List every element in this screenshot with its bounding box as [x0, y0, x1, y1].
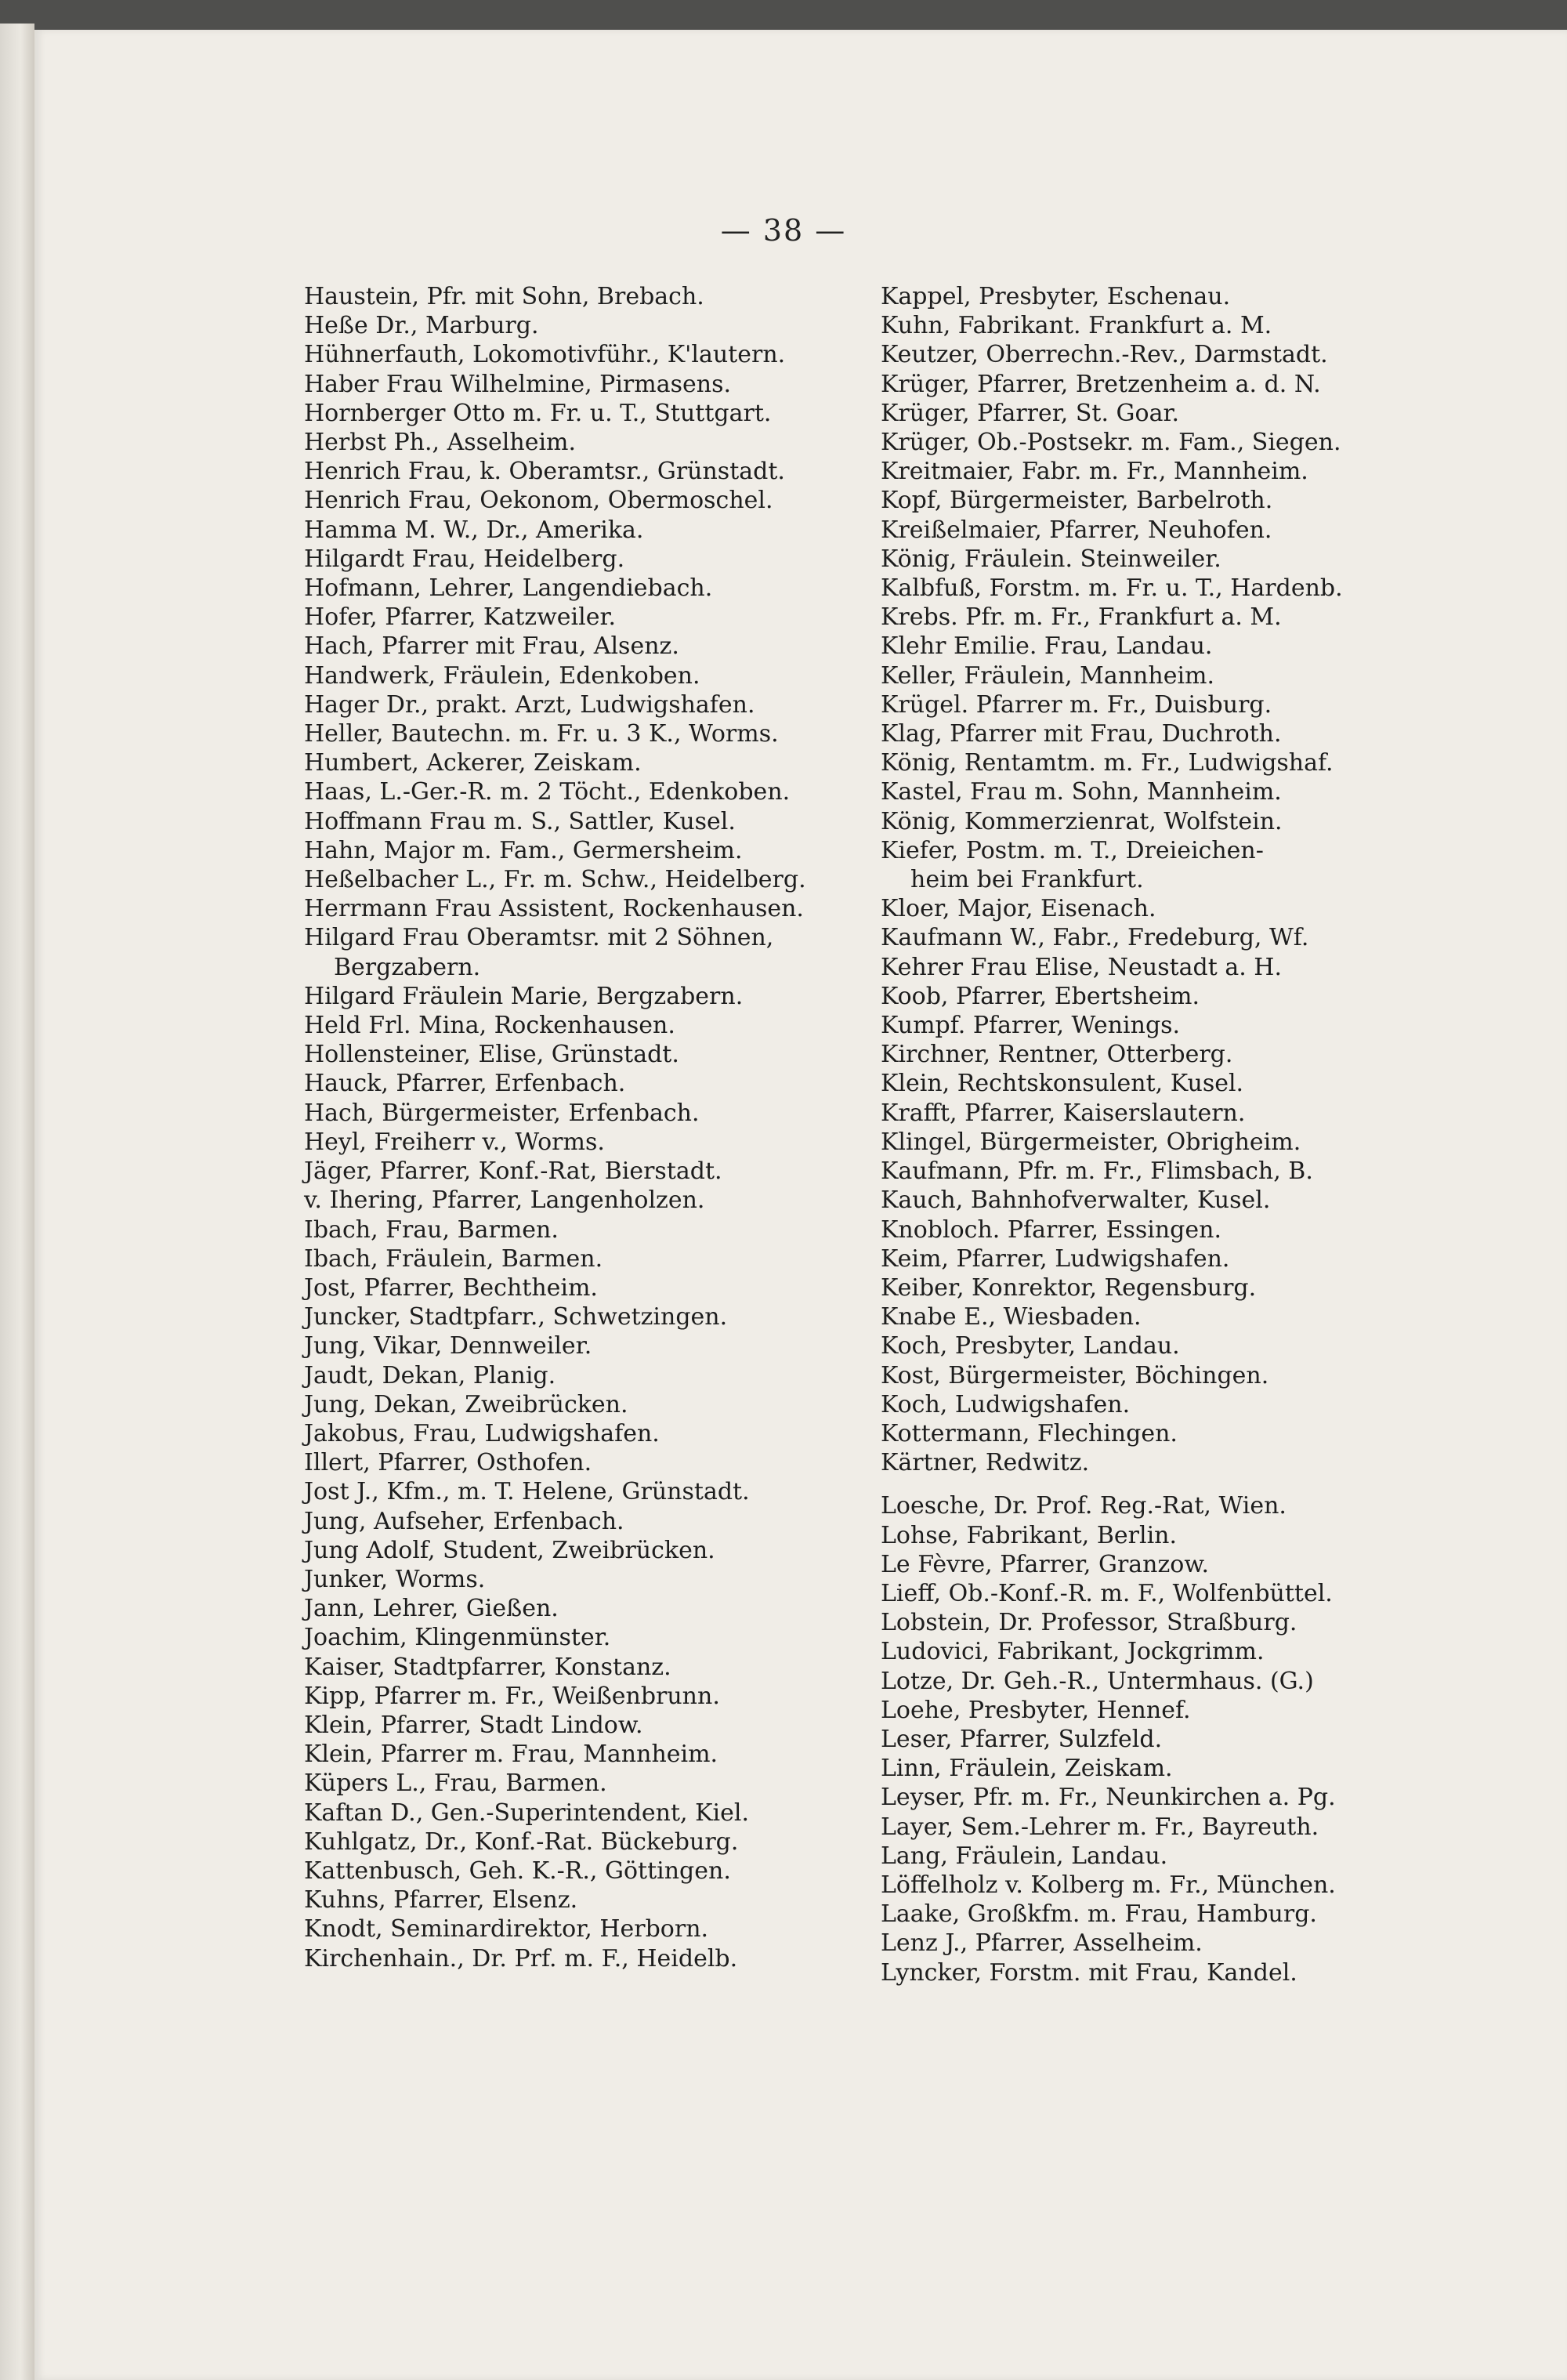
guest-entry: Jakobus, Frau, Ludwigshafen.	[304, 1419, 660, 1447]
guest-entry: Jung, Dekan, Zweibrücken.	[304, 1390, 628, 1418]
guest-entry: Hach, Pfarrer mit Frau, Alsenz.	[304, 632, 679, 661]
guest-entry: Herrmann Frau Assistent, Rockenhausen.	[304, 895, 804, 923]
guest-entry: König, Fräulein. Steinweiler.	[881, 545, 1221, 573]
guest-entry: Ibach, Frau, Barmen.	[304, 1215, 559, 1244]
guest-entry: Hahn, Major m. Fam., Germersheim.	[304, 836, 743, 864]
guest-entry: Koch, Presbyter, Landau.	[881, 1332, 1180, 1360]
guest-entry: Ludovici, Fabrikant, Jockgrimm.	[881, 1638, 1265, 1666]
guest-entry: Lenz J., Pfarrer, Asselheim.	[881, 1929, 1203, 1958]
right-column	[881, 282, 1390, 1987]
guest-entry: Krebs. Pfr. m. Fr., Frankfurt a. M.	[881, 603, 1282, 632]
guest-entry: Kaufmann, Pfr. m. Fr., Flimsbach, B.	[881, 1157, 1313, 1186]
guest-entry: Kirchenhain., Dr. Prf. m. F., Heidelb.	[304, 1944, 738, 1972]
guest-entry: Kuhn, Fabrikant. Frankfurt a. M.	[881, 312, 1272, 340]
guest-entry: Knabe E., Wiesbaden.	[881, 1303, 1142, 1331]
guest-entry: Jann, Lehrer, Gießen.	[304, 1595, 559, 1623]
guest-entry: Loesche, Dr. Prof. Reg.-Rat, Wien.	[881, 1492, 1287, 1520]
guest-entry: Hach, Bürgermeister, Erfenbach.	[304, 1099, 700, 1127]
guest-entry: Kiefer, Postm. m. T., Dreieichen- heim bei Frankfurt.	[881, 836, 1264, 894]
guest-entry: Juncker, Stadtpfarr., Schwetzingen.	[304, 1303, 728, 1331]
guest-entry: Hornberger Otto m. Fr. u. T., Stuttgart.	[304, 399, 772, 427]
guest-entry: Heße Dr., Marburg.	[304, 312, 539, 340]
guest-entry: Haustein, Pfr. mit Sohn, Brebach.	[304, 283, 704, 310]
guest-entry: Lang, Fräulein, Landau.	[881, 1842, 1168, 1870]
guest-entry: Krafft, Pfarrer, Kaiserslautern.	[881, 1099, 1246, 1127]
guest-entry: Kaufmann W., Fabr., Fredeburg, Wf.	[881, 924, 1309, 952]
guest-entry: Kottermann, Flechingen.	[881, 1419, 1178, 1447]
guest-entry: Layer, Sem.-Lehrer m. Fr., Bayreuth.	[881, 1813, 1319, 1841]
guest-entry: Hauck, Pfarrer, Erfenbach.	[304, 1070, 626, 1098]
guest-entry: Kuhlgatz, Dr., Konf.-Rat. Bückeburg.	[304, 1828, 739, 1856]
guest-entry: Knobloch. Pfarrer, Essingen.	[881, 1215, 1221, 1244]
guest-entry: Hoffmann Frau m. S., Sattler, Kusel.	[304, 807, 736, 835]
guest-entry: Hühnerfauth, Lokomotivführ., K'lautern.	[304, 341, 786, 369]
guest-entry: Lyncker, Forstm. mit Frau, Kandel.	[881, 1958, 1297, 1987]
guest-entry: Klein, Pfarrer m. Frau, Mannheim.	[304, 1741, 718, 1769]
guest-entry: Haas, L.-Ger.-R. m. 2 Töcht., Edenkoben.	[304, 778, 791, 806]
guest-entry: Leser, Pfarrer, Sulzfeld.	[881, 1725, 1163, 1753]
guest-entry: Ibach, Fräulein, Barmen.	[304, 1244, 603, 1273]
guest-entry: Le Fèvre, Pfarrer, Granzow.	[881, 1550, 1210, 1578]
guest-entry: Kastel, Frau m. Sohn, Mannheim.	[881, 778, 1282, 806]
guest-entry: Jäger, Pfarrer, Konf.-Rat, Bierstadt.	[304, 1157, 722, 1186]
guest-entry: Klag, Pfarrer mit Frau, Duchroth.	[881, 720, 1282, 748]
guest-entry: Keim, Pfarrer, Ludwigshafen.	[881, 1244, 1230, 1273]
guest-entry: Kuhns, Pfarrer, Elsenz.	[304, 1886, 578, 1915]
guest-entry: Hamma M. W., Dr., Amerika.	[304, 516, 644, 544]
guest-entry: Keller, Fräulein, Mannheim.	[881, 661, 1215, 690]
guest-entry: Koob, Pfarrer, Ebertsheim.	[881, 982, 1200, 1010]
guest-entry: Illert, Pfarrer, Osthofen.	[304, 1449, 592, 1477]
guest-entry: Hilgard Fräulein Marie, Bergzabern.	[304, 982, 744, 1010]
guest-entry: Henrich Frau, k. Oberamtsr., Grünstadt.	[304, 458, 785, 486]
guest-entry: Jost, Pfarrer, Bechtheim.	[304, 1273, 598, 1302]
guest-entry: Keutzer, Oberrechn.-Rev., Darmstadt.	[881, 341, 1328, 369]
book-spine	[0, 24, 34, 2380]
guest-entry: König, Kommerzienrat, Wolfstein.	[881, 807, 1283, 835]
guest-entry: Linn, Fräulein, Zeiskam.	[881, 1755, 1173, 1783]
guest-entry: Humbert, Ackerer, Zeiskam.	[304, 749, 642, 777]
guest-entry: Kost, Bürgermeister, Böchingen.	[881, 1361, 1269, 1389]
guest-entry: Lieff, Ob.-Konf.-R. m. F., Wolfenbüttel.	[881, 1579, 1333, 1607]
guest-entry: Hilgardt Frau, Heidelberg.	[304, 545, 625, 573]
left-column	[304, 282, 845, 1973]
guest-entry: Kattenbusch, Geh. K.-R., Göttingen.	[304, 1857, 731, 1885]
guest-entry: Klein, Pfarrer, Stadt Lindow.	[304, 1711, 643, 1739]
guest-entry: Heßelbacher L., Fr. m. Schw., Heidelberg.	[304, 866, 806, 894]
guest-entry: Kehrer Frau Elise, Neustadt a. H.	[881, 953, 1282, 981]
guest-entry: Hollensteiner, Elise, Grünstadt.	[304, 1041, 679, 1069]
page-number: — 38 —	[720, 213, 847, 248]
guest-entry: Leyser, Pfr. m. Fr., Neunkirchen a. Pg.	[881, 1784, 1336, 1812]
guest-entry: Kipp, Pfarrer m. Fr., Weißenbrunn.	[304, 1682, 720, 1710]
guest-entry: Joachim, Klingenmünster.	[304, 1624, 611, 1652]
guest-entry: Kirchner, Rentner, Otterberg.	[881, 1041, 1233, 1069]
guest-entry: Heyl, Freiherr v., Worms.	[304, 1128, 605, 1156]
guest-entry: Hager Dr., prakt. Arzt, Ludwigshafen.	[304, 690, 755, 719]
guest-entry: Kumpf. Pfarrer, Wenings.	[881, 1012, 1181, 1040]
guest-entry: Koch, Ludwigshafen.	[881, 1390, 1131, 1418]
guest-entry: Jung, Vikar, Dennweiler.	[304, 1332, 592, 1360]
guest-entry: Junker, Worms.	[304, 1565, 486, 1593]
guest-entry: Kreißelmaier, Pfarrer, Neuhofen.	[881, 516, 1272, 544]
guest-entry: Klingel, Bürgermeister, Obrigheim.	[881, 1128, 1301, 1156]
guest-entry: Lobstein, Dr. Professor, Straßburg.	[881, 1609, 1297, 1637]
guest-entry: Klehr Emilie. Frau, Landau.	[881, 632, 1213, 661]
guest-entry: Jaudt, Dekan, Planig.	[304, 1361, 556, 1389]
guest-entry: Krüger, Pfarrer, St. Goar.	[881, 399, 1180, 427]
guest-entry: Jung, Aufseher, Erfenbach.	[304, 1507, 624, 1535]
guest-entry: Haber Frau Wilhelmine, Pirmasens.	[304, 370, 731, 398]
guest-entry: Hofer, Pfarrer, Katzweiler.	[304, 603, 617, 632]
guest-entry: Krüger, Pfarrer, Bretzenheim a. d. N.	[881, 370, 1321, 398]
guest-entry: Küpers L., Frau, Barmen.	[304, 1770, 607, 1798]
guest-entry: Jung Adolf, Student, Zweibrücken.	[304, 1536, 715, 1564]
guest-entry: Hofmann, Lehrer, Langendiebach.	[304, 574, 713, 603]
guest-entry: Klein, Rechtskonsulent, Kusel.	[881, 1070, 1244, 1098]
guest-entry: Herbst Ph., Asselheim.	[304, 429, 577, 457]
guest-entry: Kloer, Major, Eisenach.	[881, 895, 1156, 923]
guest-entry: Krüger, Ob.-Postsekr. m. Fam., Siegen.	[881, 429, 1341, 457]
guest-entry: Hilgard Frau Oberamtsr. mit 2 Söhnen, Bergzabern.	[304, 924, 774, 981]
guest-entry: Heller, Bautechn. m. Fr. u. 3 K., Worms.	[304, 720, 779, 748]
guest-entry: Laake, Großkfm. m. Frau, Hamburg.	[881, 1900, 1317, 1929]
guest-entry: Kaiser, Stadtpfarrer, Konstanz.	[304, 1653, 671, 1681]
guest-entry: König, Rentamtm. m. Fr., Ludwigshaf.	[881, 749, 1334, 777]
guest-entry: Held Frl. Mina, Rockenhausen.	[304, 1012, 675, 1040]
guest-entry: Lohse, Fabrikant, Berlin.	[881, 1521, 1178, 1549]
section-gap	[881, 1477, 1390, 1491]
guest-entry: Krügel. Pfarrer m. Fr., Duisburg.	[881, 690, 1272, 719]
guest-entry: Kappel, Presbyter, Eschenau.	[881, 283, 1231, 310]
guest-entry: Handwerk, Fräulein, Edenkoben.	[304, 661, 700, 690]
guest-entry: Löffelholz v. Kolberg m. Fr., München.	[881, 1871, 1336, 1899]
guest-entry: Kauch, Bahnhofverwalter, Kusel.	[881, 1186, 1271, 1215]
guest-entry: Lotze, Dr. Geh.-R., Untermhaus. (G.)	[881, 1667, 1314, 1695]
guest-entry: Kreitmaier, Fabr. m. Fr., Mannheim.	[881, 458, 1308, 486]
guest-entry: Kärtner, Redwitz.	[881, 1449, 1090, 1477]
guest-entry: Knodt, Seminardirektor, Herborn.	[304, 1915, 709, 1943]
guest-entry: Loehe, Presbyter, Hennef.	[881, 1696, 1191, 1724]
guest-entry: Henrich Frau, Oekonom, Obermoschel.	[304, 487, 773, 515]
guest-entry: Kopf, Bürgermeister, Barbelroth.	[881, 487, 1273, 515]
guest-entry: Keiber, Konrektor, Regensburg.	[881, 1273, 1257, 1302]
guest-entry: v. Ihering, Pfarrer, Langenholzen.	[304, 1186, 705, 1215]
guest-entry: Kalbfuß, Forstm. m. Fr. u. T., Hardenb.	[881, 574, 1343, 603]
guest-entry: Kaftan D., Gen.-Superintendent, Kiel.	[304, 1799, 750, 1827]
guest-entry: Jost J., Kfm., m. T. Helene, Grünstadt.	[304, 1478, 750, 1506]
